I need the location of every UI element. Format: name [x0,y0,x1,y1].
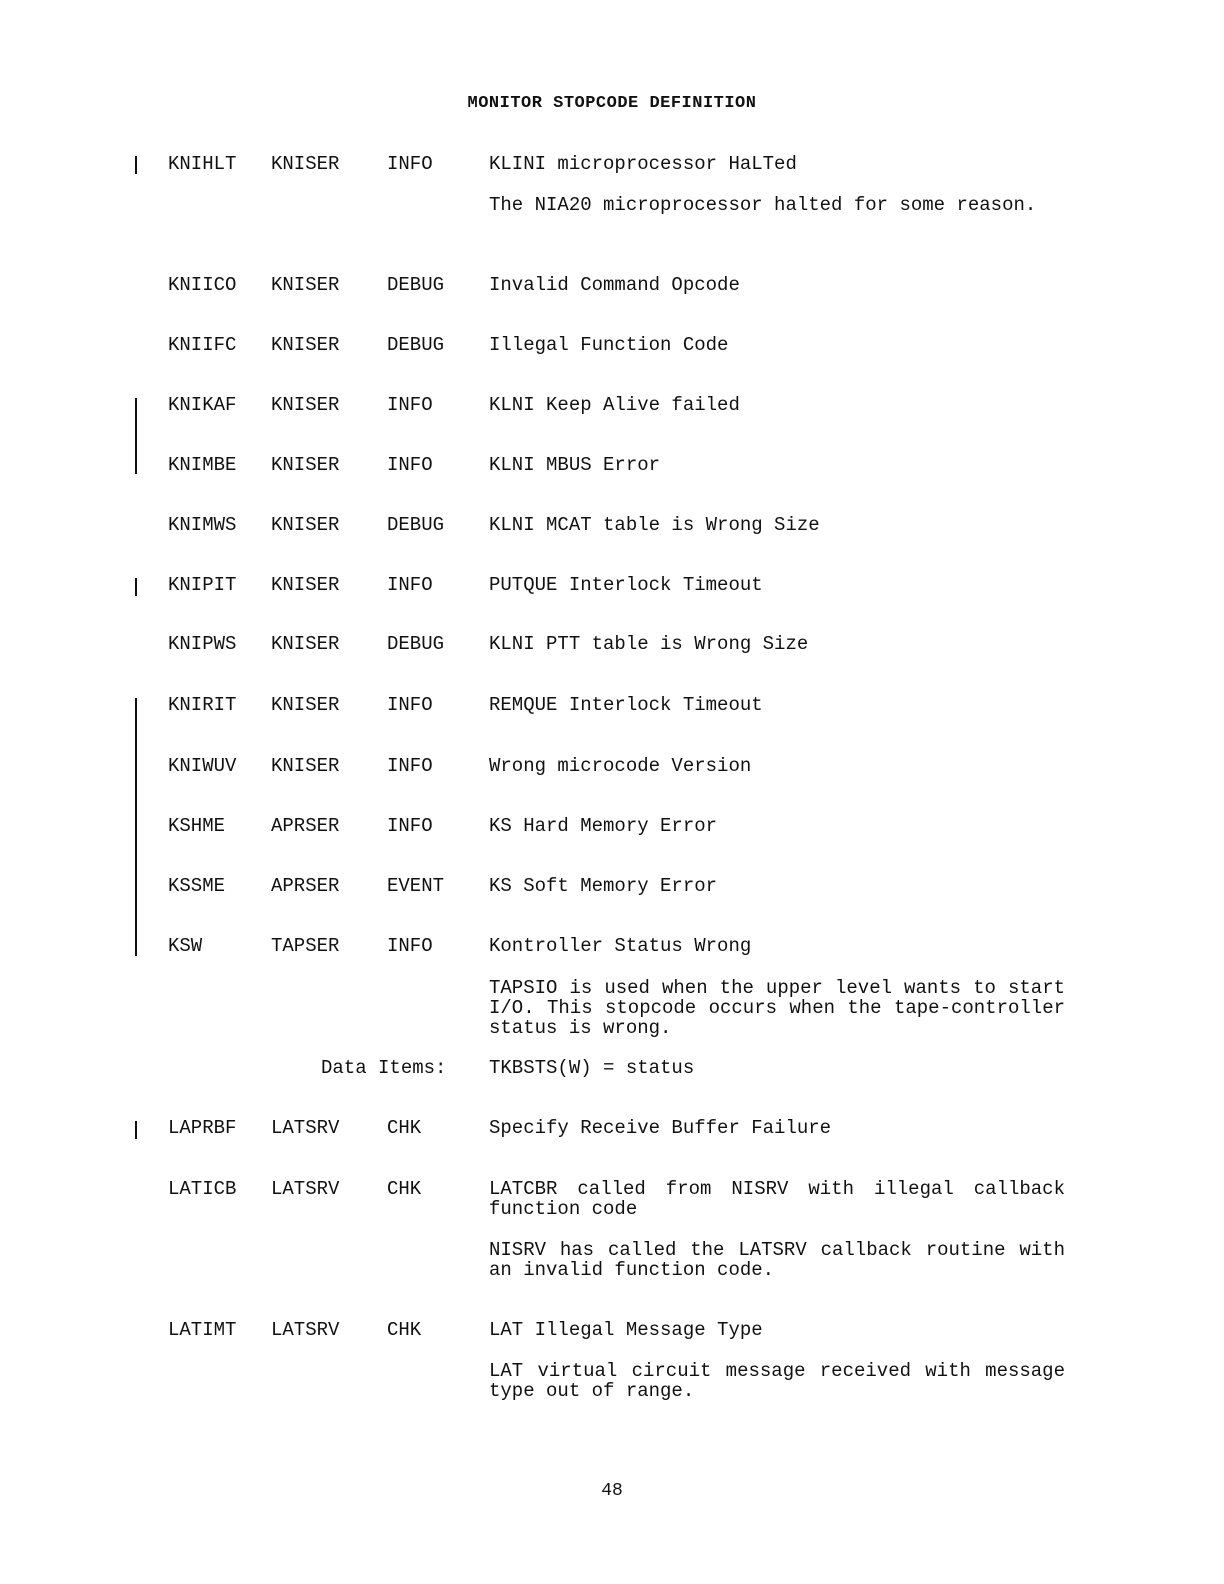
stopcode-module: LATSRV [271,1117,340,1139]
stopcode-type: INFO [387,755,433,777]
stopcode-name: KNIHLT [168,153,237,175]
stopcode-module: KNISER [271,755,340,777]
change-bar [135,698,137,956]
stopcode-name: KNIRIT [168,694,237,716]
stopcode-type: INFO [387,935,433,957]
stopcode-type: CHK [387,1178,422,1200]
stopcode-title: KLNI MCAT table is Wrong Size [489,514,820,536]
stopcode-type: INFO [387,454,433,476]
stopcode-name: KSHME [168,815,226,837]
stopcode-type: CHK [387,1319,422,1341]
stopcode-name: KNIICO [168,274,237,296]
stopcode-module: KNISER [271,694,340,716]
stopcode-type: INFO [387,815,433,837]
stopcode-name: LAPRBF [168,1117,237,1139]
stopcode-title: KS Hard Memory Error [489,815,718,837]
stopcode-type: DEBUG [387,274,445,296]
stopcode-module: KNISER [271,454,340,476]
stopcode-name: KNIPIT [168,574,237,596]
change-bar [135,398,137,474]
stopcode-type: CHK [387,1117,422,1139]
stopcode-name: LATICB [168,1178,237,1200]
stopcode-module: KNISER [271,153,340,175]
stopcode-module: LATSRV [271,1178,340,1200]
stopcode-type: INFO [387,394,433,416]
stopcode-module: APRSER [271,875,340,897]
stopcode-title: KLNI Keep Alive failed [489,394,740,416]
stopcode-title: KLNI PTT table is Wrong Size [489,633,809,655]
stopcode-module: KNISER [271,514,340,536]
stopcode-module: KNISER [271,394,340,416]
stopcode-title: KS Soft Memory Error [489,875,718,897]
stopcode-module: TAPSER [271,935,340,957]
data-items-value: TKBSTS(W) = status [489,1057,695,1079]
stopcode-title: Wrong microcode Version [489,755,752,777]
stopcode-title: Specify Receive Buffer Failure [489,1117,832,1139]
stopcode-module: KNISER [271,633,340,655]
stopcode-type: INFO [387,574,433,596]
stopcode-module: KNISER [271,574,340,596]
stopcode-description: The NIA20 microprocessor halted for some reason. [489,194,1037,216]
stopcode-title: Invalid Command Opcode [489,274,740,296]
stopcode-module: KNISER [271,334,340,356]
stopcode-title: PUTQUE Interlock Timeout [489,574,763,596]
stopcode-name: KSSME [168,875,226,897]
page-number: 48 [601,1481,623,1501]
stopcode-module: KNISER [271,274,340,296]
stopcode-title: LATCBR called from NISRV with illegal callback function code [489,1178,1065,1220]
stopcode-name: LATIMT [168,1319,237,1341]
stopcode-type: INFO [387,694,433,716]
stopcode-description: NISRV has called the LATSRV callback routine with an invalid function code. [489,1239,1065,1281]
stopcode-module: LATSRV [271,1319,340,1341]
stopcode-name: KNIPWS [168,633,237,655]
stopcode-description: TAPSIO is used when the upper level wants to start I/O. This stopcode occurs when the tape-controller status is wrong. [489,977,1065,1039]
stopcode-type: INFO [387,153,433,175]
stopcode-name: KNIIFC [168,334,237,356]
change-bar [135,156,137,174]
stopcode-module: APRSER [271,815,340,837]
stopcode-type: DEBUG [387,514,445,536]
data-items-label: Data Items: [321,1057,447,1079]
stopcode-type: EVENT [387,875,445,897]
stopcode-name: KNIWUV [168,755,237,777]
change-bar [135,1121,137,1139]
stopcode-name: KNIKAF [168,394,237,416]
stopcode-title: REMQUE Interlock Timeout [489,694,763,716]
stopcode-type: DEBUG [387,334,445,356]
page-title: MONITOR STOPCODE DEFINITION [467,94,757,113]
stopcode-title: KLNI MBUS Error [489,454,661,476]
stopcode-name: KNIMBE [168,454,237,476]
stopcode-title: Illegal Function Code [489,334,729,356]
stopcode-name: KSW [168,935,203,957]
stopcode-type: DEBUG [387,633,445,655]
stopcode-name: KNIMWS [168,514,237,536]
stopcode-description: LAT virtual circuit message received with message type out of range. [489,1360,1065,1402]
stopcode-title: LAT Illegal Message Type [489,1319,763,1341]
stopcode-title: KLINI microprocessor HaLTed [489,153,797,175]
stopcode-title: Kontroller Status Wrong [489,935,752,957]
change-bar [135,578,137,596]
